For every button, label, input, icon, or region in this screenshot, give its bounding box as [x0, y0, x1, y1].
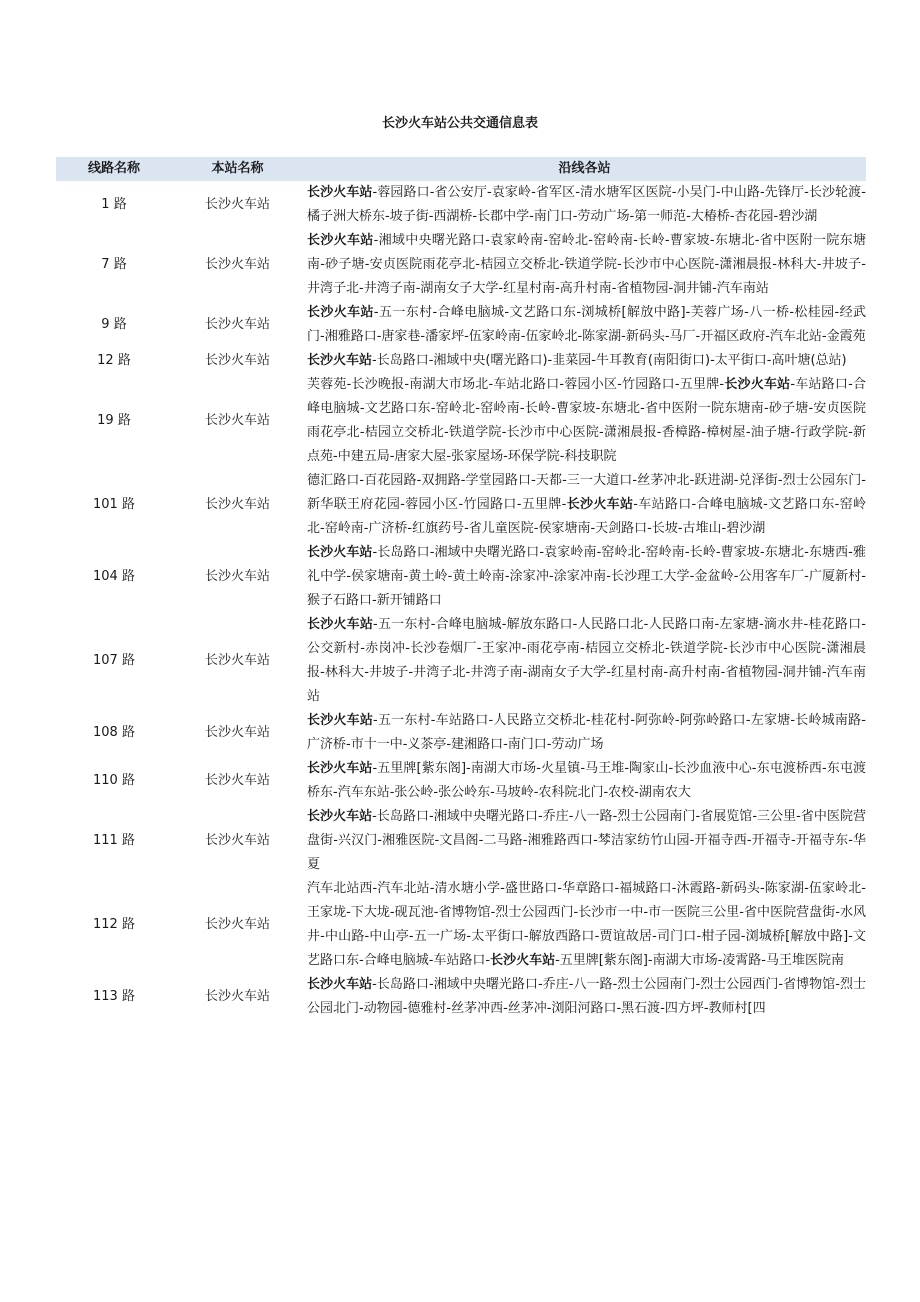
stops-text: -五一东村-合峰电脑城-解放东路口-人民路口北-人民路口南-左家塘-滴水井-桂花路口-公交新村-赤岗冲-长沙卷烟厂-王家冲-雨花亭南-桔园立交桥北-铁道学院-长沙市中心医院-潇湘晨报-林科大-井坡子-井湾子北-井湾子南-湖南女子大学-红星村南-高升村南-省植物园-洞井铺-汽车南站 [307, 617, 866, 704]
stops-text: -五里牌[紫东阁]-南湖大市场-凌霄路-马王堆医院南 [555, 953, 845, 968]
table-header [56, 157, 866, 181]
table-row [56, 229, 866, 301]
station-name-cell: 长沙火车站 [204, 497, 270, 512]
current-station-highlight: 长沙火车站 [307, 233, 374, 248]
route-name-cell: 104 路 [93, 569, 135, 584]
route-name-cell: 7 路 [101, 257, 127, 272]
table-row [56, 973, 866, 1021]
stops-text: -长岛路口-湘域中央曙光路口-袁家岭南-窑岭北-窑岭南-长岭-曹家坡-东塘北-东塘西-雅礼中学-侯家塘南-黄土岭-黄土岭南-涂家冲-涂家冲南-长沙理工大学-金盆岭-公用客车厂-广厦新村-猴子石路口-新开铺路口 [307, 545, 866, 608]
route-name-cell: 1 路 [101, 197, 127, 212]
header-row [56, 157, 866, 181]
stops-cell [303, 301, 866, 349]
stops-text: -湘域中央曙光路口-袁家岭南-窑岭北-窑岭南-长岭-曹家坡-东塘北-省中医附一院东塘南-砂子塘-安贞医院雨花亭北-桔园立交桥北-铁道学院-长沙市中心医院-潇湘晨报-林科大-井坡子-井湾子北-井湾子南-湖南女子大学-红星村南-高升村南-省植物园-洞井铺-汽车南站 [307, 233, 866, 296]
stops-text: -长岛路口-湘域中央曙光路口-乔庄-八一路-烈士公园南门-烈士公园西门-省博物馆-烈士公园北门-动物园-德雅村-丝茅冲西-丝茅冲-浏阳河路口-黑石渡-四方坪-教师村[四 [307, 977, 866, 1016]
stops-text: -车站路口-合峰电脑城-文艺路口东-窑岭北-窑岭南-长岭-曹家坡-东塘北-省中医附一院东塘南-砂子塘-安贞医院雨花亭北-桔园立交桥北-铁道学院-长沙市中心医院-潇湘晨报-香樟路-樟树屋-油子塘-行政学院-新点苑-中建五局-唐家大屋-张家屋场-环保学院-科技职院 [307, 377, 866, 464]
current-station-highlight: 长沙火车站 [307, 713, 374, 728]
station-name-cell: 长沙火车站 [204, 773, 270, 788]
stops-cell [303, 613, 866, 709]
stops-text: -长岛路口-湘域中央(曙光路口)-韭菜园-牛耳教育(南阳街口)-太平街口-高叶塘(总站) [372, 353, 847, 368]
route-name-cell: 113 路 [93, 989, 135, 1004]
stops-cell [303, 973, 866, 1021]
table-row [56, 541, 866, 613]
page-title: 长沙火车站公共交通信息表 [381, 116, 538, 131]
current-station-highlight: 长沙火车站 [307, 977, 373, 992]
header-station-name: 本站名称 [172, 157, 303, 181]
header-route-name: 线路名称 [56, 157, 172, 181]
current-station-highlight: 长沙火车站 [724, 377, 791, 392]
route-name-cell: 108 路 [93, 725, 135, 740]
current-station-highlight: 长沙火车站 [307, 305, 374, 320]
table-row [56, 757, 866, 805]
stops-cell [303, 757, 866, 805]
route-name-cell: 112 路 [93, 917, 135, 932]
stops-cell [303, 349, 866, 373]
table-row [56, 877, 866, 973]
station-name-cell: 长沙火车站 [204, 197, 270, 212]
stops-text: -五里牌[紫东阁]-南湖大市场-火星镇-马王堆-陶家山-长沙血液中心-东屯渡桥西-东屯渡桥东-汽车东站-张公岭-张公岭东-马坡岭-农科院北门-农校-湖南农大 [307, 761, 866, 800]
table-row [56, 469, 866, 541]
table-row [56, 613, 866, 709]
stops-cell [303, 229, 866, 301]
table-row [56, 805, 866, 877]
stops-cell [303, 709, 866, 757]
current-station-highlight: 长沙火车站 [490, 953, 556, 968]
current-station-highlight: 长沙火车站 [307, 545, 373, 560]
stops-text: -长岛路口-湘域中央曙光路口-乔庄-八一路-烈士公园南门-省展览馆-三公里-省中医院营盘街-兴汉门-湘雅医院-文昌阁-二马路-湘雅路西口-棽洁家纺竹山园-开福寺西-开福寺-开福寺东-华夏 [307, 809, 866, 872]
route-name-cell: 111 路 [93, 833, 135, 848]
route-name-cell: 101 路 [93, 497, 135, 512]
table-body [56, 181, 866, 1021]
route-name-cell: 110 路 [93, 773, 135, 788]
stops-text: -五一东村-合峰电脑城-文艺路口东-浏城桥[解放中路]-芙蓉广场-八一桥-松桂园-经武门-湘雅路口-唐家巷-潘家坪-伍家岭南-伍家岭北-陈家湖-新码头-马厂-开福区政府-汽车北站-金霞苑 [307, 305, 866, 344]
current-station-highlight: 长沙火车站 [307, 809, 373, 824]
current-station-highlight: 长沙火车站 [307, 353, 373, 368]
station-name-cell: 长沙火车站 [204, 317, 270, 332]
station-name-cell: 长沙火车站 [204, 833, 270, 848]
table-row [56, 301, 866, 349]
route-name-cell: 12 路 [97, 353, 131, 368]
route-name-cell: 19 路 [97, 413, 131, 428]
stops-cell [303, 373, 866, 469]
stops-cell [303, 181, 866, 229]
station-name-cell: 长沙火车站 [204, 569, 270, 584]
table-row [56, 709, 866, 757]
stops-text: -五一东村-车站路口-人民路立交桥北-桂花村-阿弥岭-阿弥岭路口-左家塘-长岭城南路-广济桥-市十一中-义茶亭-建湘路口-南门口-劳动广场 [307, 713, 866, 752]
station-name-cell: 长沙火车站 [204, 725, 270, 740]
stops-text: 德汇路口-百花园路-双拥路-学堂园路口-天都-三一大道口-丝茅冲北-跃进湖-兑泽街-烈士公园东门-新华联王府花园-蓉园小区-竹园路口-五里牌- [307, 473, 866, 512]
station-name-cell: 长沙火车站 [204, 989, 270, 1004]
header-stops-along: 沿线各站 [303, 157, 866, 181]
current-station-highlight: 长沙火车站 [307, 185, 373, 200]
stops-text: 汽车北站西-汽车北站-清水塘小学-盛世路口-华章路口-福城路口-沐霞路-新码头-陈家湖-伍家岭北-王家垅-下大垅-砚瓦池-省博物馆-烈士公园西门-长沙市一中-市一医院三公里-省中医院营盘街-水风井-中山路-中山亭-五一广场-太平街口-解放西路口-贾谊故居-司门口-柑子园-浏城桥[解放中路]-文艺路口东-合峰电脑城-车站路口- [307, 881, 866, 968]
stops-text: -蓉园路口-省公安厅-袁家岭-省军区-清水塘军区医院-小吴门-中山路-先锋厅-长沙轮渡-橘子洲大桥东-坡子街-西湖桥-长郡中学-南门口-劳动广场-第一师范-大椿桥-杏花园-碧沙湖 [307, 185, 866, 224]
stops-cell [303, 469, 866, 541]
station-name-cell: 长沙火车站 [204, 413, 270, 428]
station-name-cell: 长沙火车站 [204, 257, 270, 272]
stops-cell [303, 877, 866, 973]
stops-text: -车站路口-合峰电脑城-文艺路口东-窑岭北-窑岭南-广济桥-红旗药号-省儿童医院-侯家塘南-天剑路口-长坡-古堆山-碧沙湖 [307, 497, 866, 536]
table-row [56, 373, 866, 469]
station-name-cell: 长沙火车站 [204, 653, 270, 668]
table-row [56, 349, 866, 373]
route-name-cell: 9 路 [101, 317, 127, 332]
current-station-highlight: 长沙火车站 [307, 617, 374, 632]
stops-text: 芙蓉苑-长沙晚报-南湖大市场北-车站北路口-蓉园小区-竹园路口-五里牌- [307, 377, 725, 392]
stops-cell [303, 805, 866, 877]
station-name-cell: 长沙火车站 [204, 353, 270, 368]
current-station-highlight: 长沙火车站 [566, 497, 634, 512]
route-name-cell: 107 路 [93, 653, 135, 668]
stops-cell [303, 541, 866, 613]
current-station-highlight: 长沙火车站 [307, 761, 373, 776]
bus-route-table [56, 157, 866, 1021]
table-row [56, 181, 866, 229]
station-name-cell: 长沙火车站 [204, 917, 270, 932]
